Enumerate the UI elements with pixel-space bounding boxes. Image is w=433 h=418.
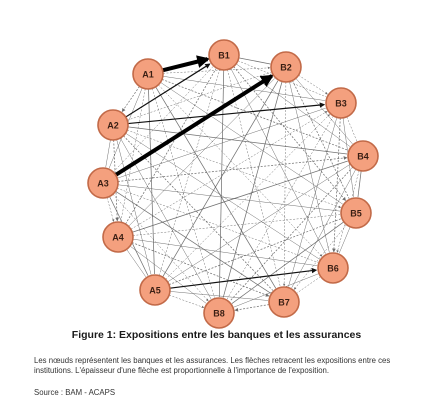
node-b4 (348, 141, 378, 171)
edge-A1-A2 (122, 86, 139, 111)
node-a2 (98, 110, 128, 140)
node-label: B6 (327, 263, 339, 274)
node-b5 (341, 198, 371, 228)
node-label: A5 (149, 285, 161, 296)
node-b2 (271, 52, 301, 82)
edge-A1-A5 (148, 89, 154, 274)
node-a4 (103, 222, 133, 252)
nodes-layer (88, 40, 378, 328)
edge-B3-B8 (227, 116, 333, 299)
edge-A4-A5 (127, 249, 146, 277)
edge-A5-B1 (159, 70, 219, 275)
edge-A2-B5 (127, 130, 341, 207)
edge-A2-A5 (117, 140, 151, 275)
node-label: B2 (280, 62, 292, 73)
edge-A5-B8 (169, 295, 204, 308)
edge-B3-B6 (334, 118, 340, 252)
edge-B5-B6 (339, 227, 350, 253)
edge-A1-B3 (163, 76, 325, 100)
node-b1 (209, 40, 239, 70)
node-label: B3 (335, 98, 347, 109)
node-b7 (269, 287, 299, 317)
node-label: B7 (278, 297, 290, 308)
figure-description: Les nœuds représentent les banques et les assurances. Les flèches retracent les expositions entre ces institutions. L'épaisseur d'une flèche est proportionnelle à l'importance de l'exposition. (34, 356, 391, 375)
node-label: A3 (97, 178, 109, 189)
node-label: B8 (213, 308, 225, 319)
figure-source: Source : BAM - ACAPS (34, 388, 116, 397)
node-label: A1 (142, 69, 154, 80)
edge-B7-B8 (235, 305, 269, 311)
edge-B1-B8 (219, 70, 223, 297)
node-label: A4 (112, 232, 124, 243)
node-label: A2 (107, 120, 119, 131)
node-a1 (133, 59, 163, 89)
heavy-edge-A5-B6 (170, 270, 316, 288)
figure-title: Figure 1: Expositions entre les banques et les assurances (71, 329, 362, 341)
node-label: B1 (218, 50, 230, 61)
node-label: B5 (350, 208, 362, 219)
edge-B2-B7 (284, 82, 286, 286)
node-a5 (140, 275, 170, 305)
heavy-edge-A1-B1 (163, 59, 208, 70)
node-b8 (204, 298, 234, 328)
heavy-edge-A2-B3 (128, 105, 324, 124)
edge-A2-B7 (123, 136, 272, 291)
edge-B3-B4 (347, 117, 357, 141)
edge-A4-B4 (132, 161, 348, 232)
node-b3 (326, 88, 356, 118)
edge-B1-B2 (239, 58, 271, 64)
edge-B4-B5 (358, 171, 361, 197)
edge-A4-B3 (131, 111, 327, 229)
node-a3 (88, 168, 118, 198)
edge-A3-A4 (107, 197, 114, 221)
node-b6 (318, 253, 348, 283)
edge-A2-A3 (106, 140, 111, 167)
edge-A4-B1 (126, 69, 216, 224)
node-label: B4 (357, 151, 369, 162)
edge-B6-B7 (297, 277, 321, 293)
edge-A3-B5 (118, 185, 340, 211)
edge-A3-B7 (116, 191, 271, 293)
